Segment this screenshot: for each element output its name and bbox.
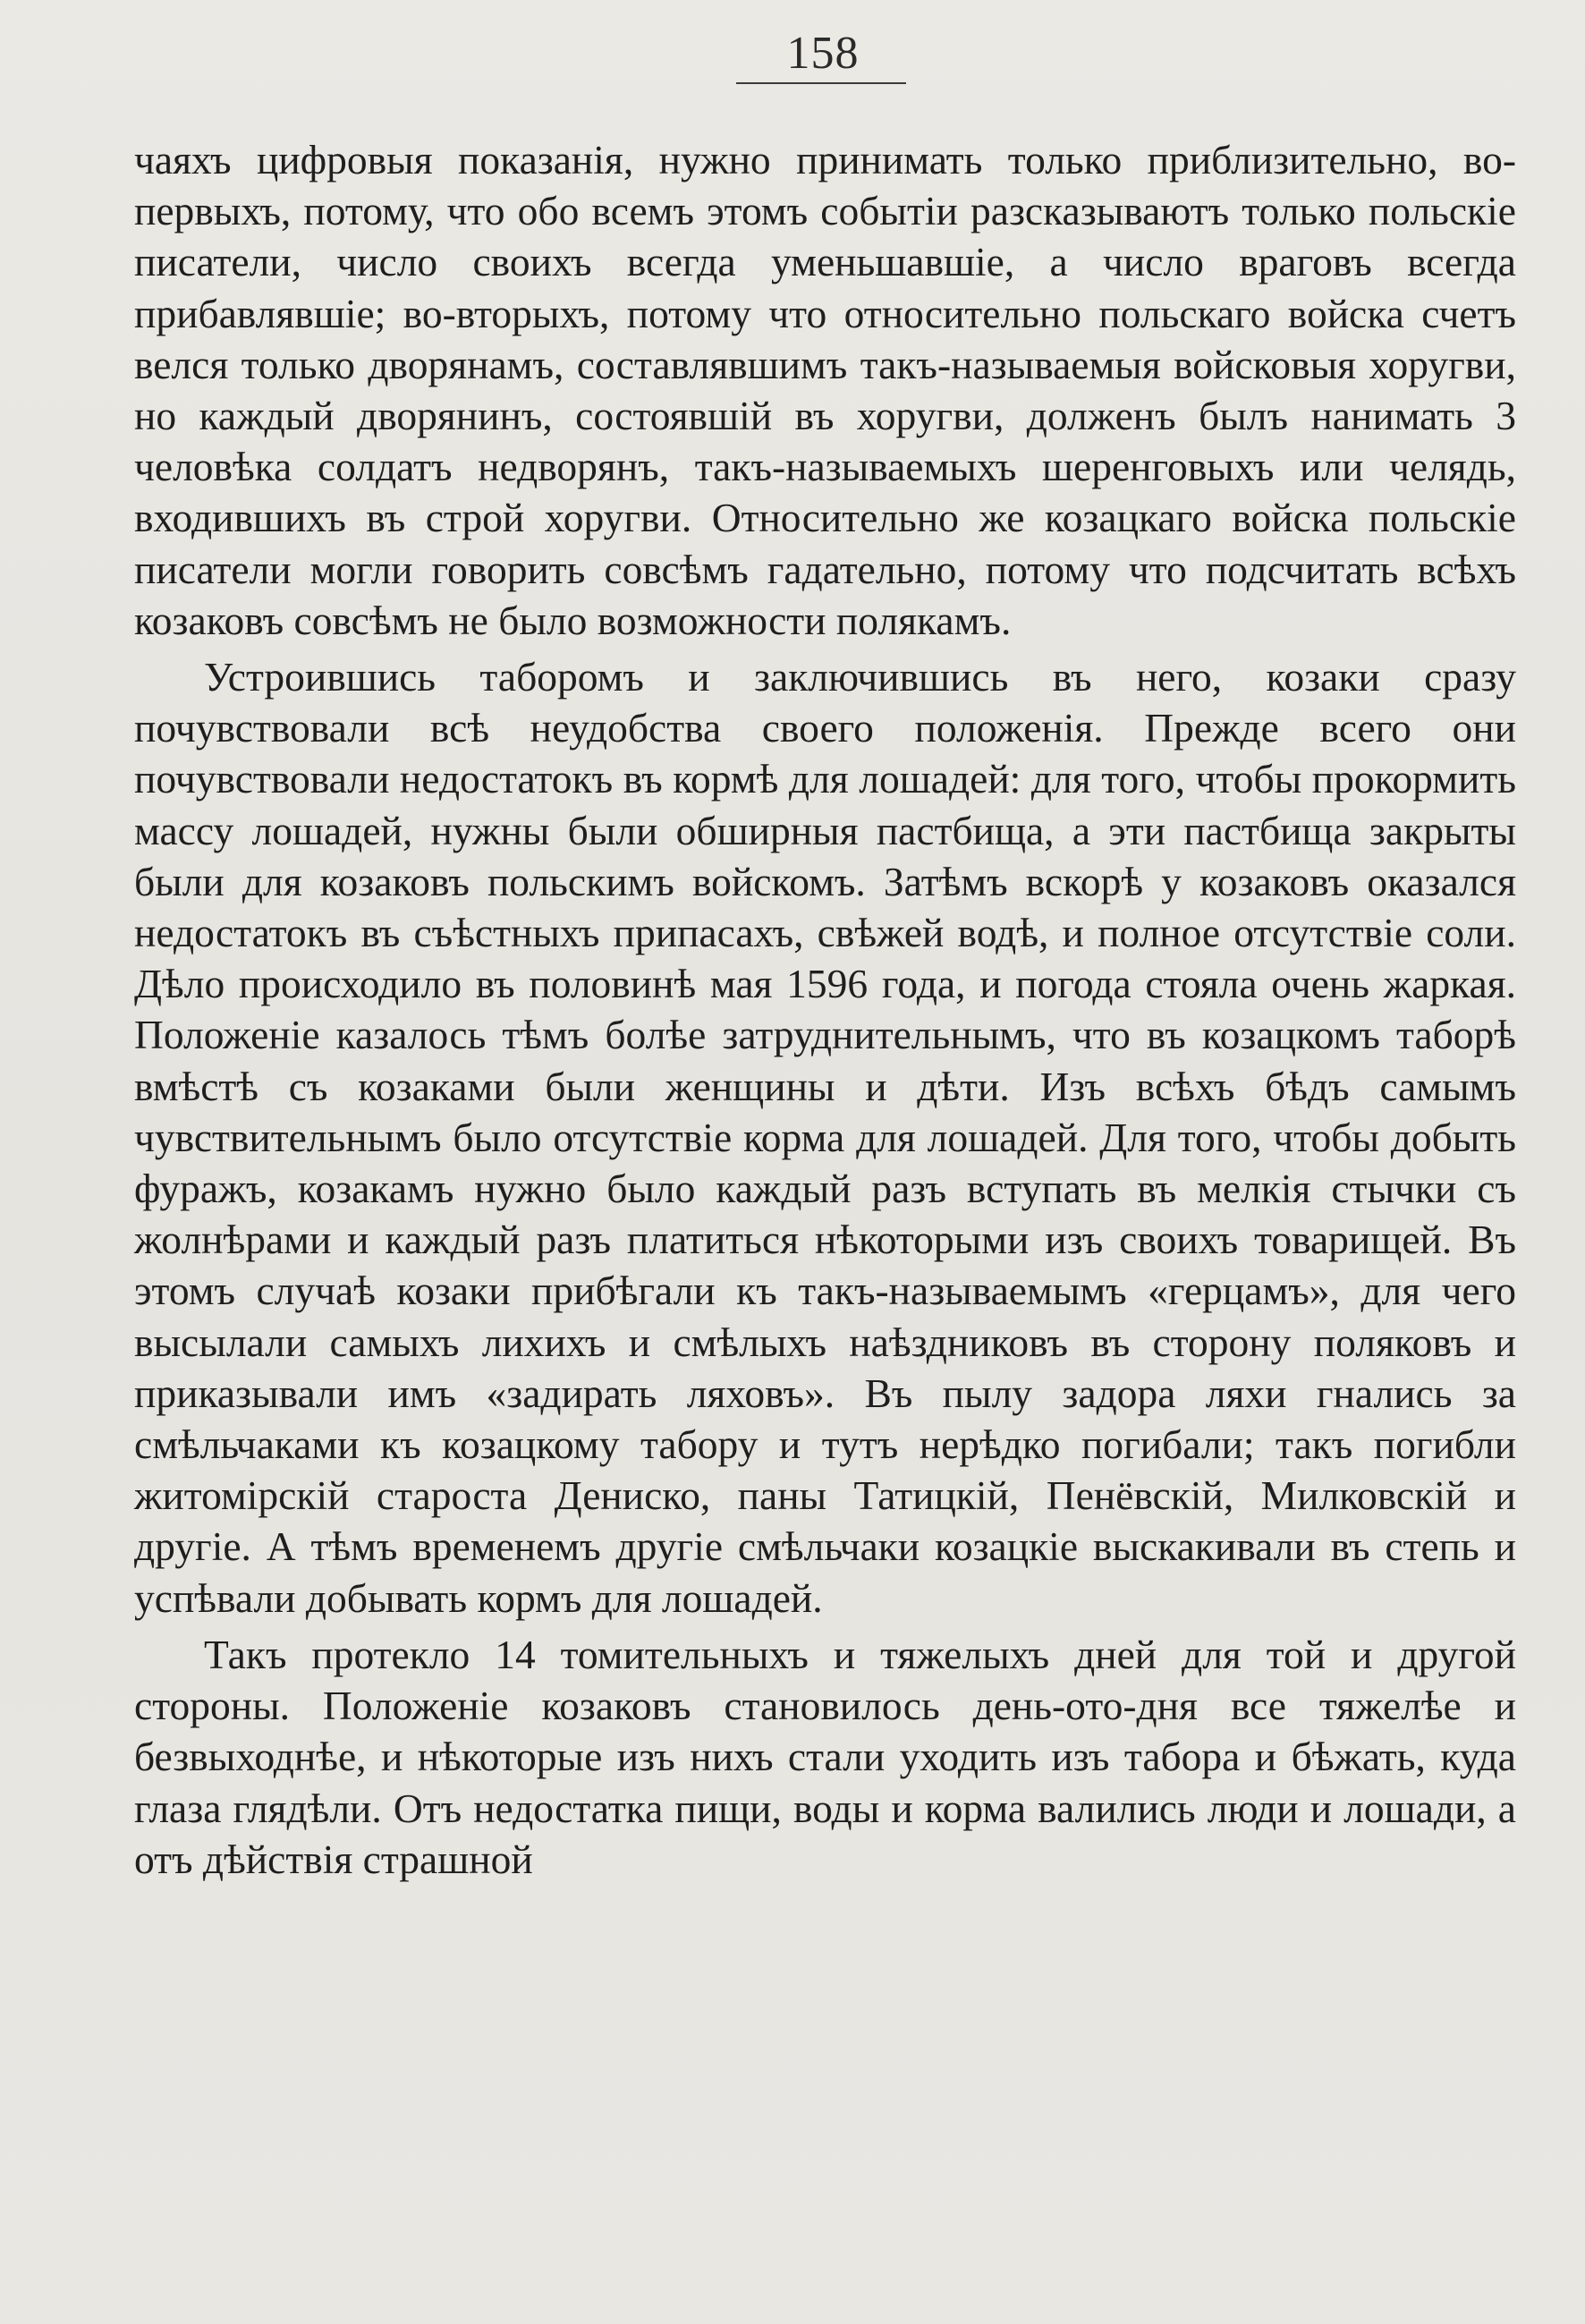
page-number-rule bbox=[736, 82, 906, 84]
paragraph-continued: чаяхъ цифровыя показанія, нужно принимать только приблизительно, во-первыхъ, потому, что обо всемъ этомъ событіи разсказываютъ только польскіе писатели, число своихъ всегда уменьшавшіе, а число враговъ всегда прибавлявшіе; во-вторыхъ, потому что относительно польскаго войска счетъ велся только дворянамъ, составлявшимъ такъ-называемыя войсковыя хоругви, но каждый дворянинъ, состоявшій въ хоругви, долженъ былъ нанимать 3 человѣка солдатъ недворянъ, такъ-называемыхъ шеренговыхъ или челядь, входившихъ въ строй хоругви. Относительно же козацкаго войска польскіе писатели могли говорить совсѣмъ гадательно, потому что подсчитать всѣхъ козаковъ совсѣмъ не было возможности полякамъ. bbox=[134, 137, 1516, 643]
paragraph: Устроившись таборомъ и заключившись въ него, козаки сразу почувствовали всѣ неудобства своего положенія. Прежде всего они почувствовали недостатокъ въ кормѣ для лошадей: для того, чтобы прокормить массу лошадей, нужны были обширныя пастбища, а эти пастбища закрыты были для козаковъ польскимъ войскомъ. Затѣмъ вскорѣ у козаковъ оказался недостатокъ въ съѣстныхъ припасахъ, свѣжей водѣ, и полное отсутствіе соли. Дѣло происходило въ половинѣ мая 1596 года, и погода стояла очень жаркая. Положеніе казалось тѣмъ болѣе затруднительнымъ, что въ козацкомъ таборѣ вмѣстѣ съ козаками были женщины и дѣти. Изъ всѣхъ бѣдъ самымъ чувствительнымъ было отсутствіе корма для лошадей. Для того, чтобы добыть фуражъ, козакамъ нужно было каждый разъ вступать въ мелкія стычки съ жолнѣрами и каждый разъ платиться нѣкоторыми изъ своихъ товарищей. Въ этомъ случаѣ козаки прибѣгали къ такъ-называемымъ «герцамъ», для чего высылали самыхъ лихихъ и смѣлыхъ наѣздниковъ въ сторону поляковъ и приказывали имъ «задирать ляховъ». Въ пылу задора ляхи гнались за смѣльчаками къ козацкому табору и тутъ нерѣдко погибали; такъ погибли житомірскій староста Дениско, паны Татицкій, Пенёвскій, Милковскій и другіе. А тѣмъ временемъ другіе смѣльчаки козацкіе выскакивали въ степь и успѣвали добывать кормъ для лошадей. bbox=[134, 654, 1516, 1621]
page-body bbox=[134, 134, 1516, 1885]
paragraph: Такъ протекло 14 томительныхъ и тяжелыхъ дней для той и другой стороны. Положеніе козаковъ становилось день-ото-дня все тяжелѣе и безвыходнѣе, и нѣкоторые изъ нихъ стали уходить изъ табора и бѣжать, куда глаза глядѣли. Отъ недостатка пищи, воды и корма валились люди и лошади, а отъ дѣйствія страшной bbox=[134, 1631, 1516, 1882]
page-number: 158 bbox=[786, 28, 860, 79]
